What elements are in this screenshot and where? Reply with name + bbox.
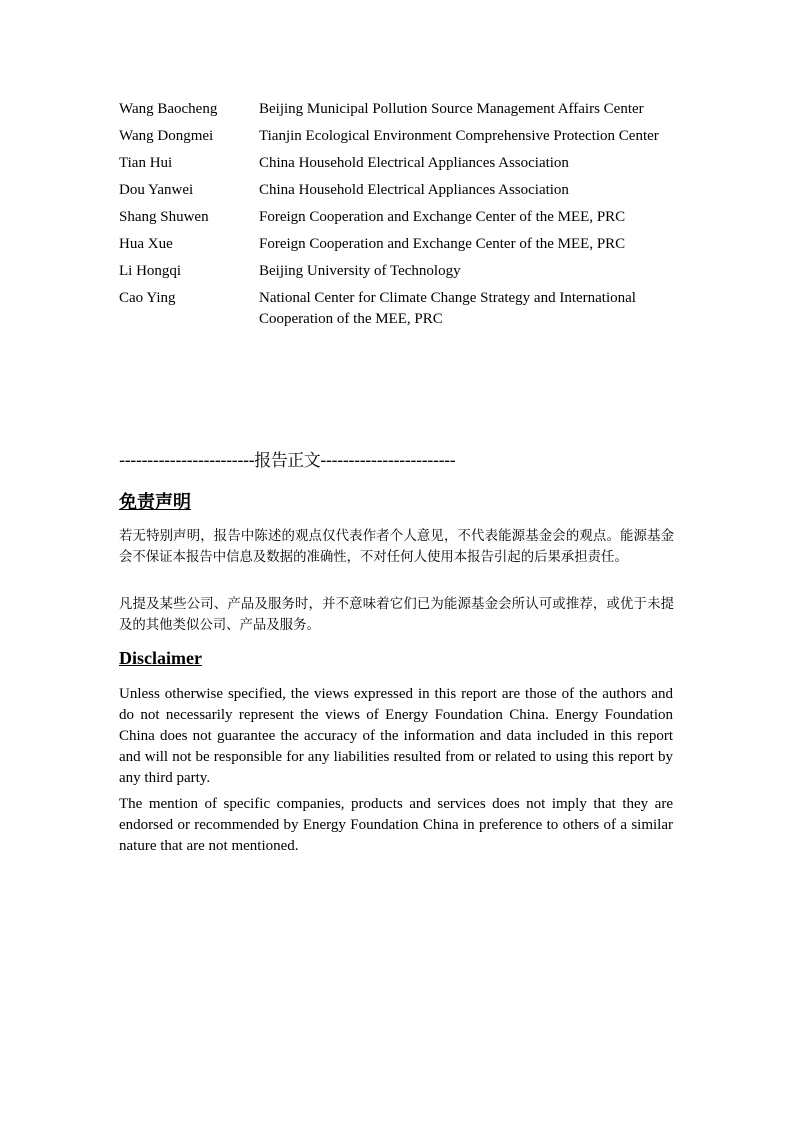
list-item: [119, 258, 679, 285]
list-item: [119, 123, 679, 150]
en-paragraph: The mention of specific companies, products and services does not imply that they are endorsed or recommended by Energy Foundation China in preference to others of a similar nature that are not mentioned.: [119, 796, 673, 854]
contributor-name: Wang Baocheng: [119, 101, 218, 117]
list-item: [119, 231, 679, 258]
cn-disclaimer-heading: 免责声明: [119, 492, 191, 513]
list-item: [119, 150, 679, 177]
contributor-list: [119, 96, 679, 333]
cn-paragraph: 若无特别声明，报告中陈述的观点仅代表作者个人意见，不代表能源基金会的观点。能源基金会不保证本报告中信息及数据的准确性，不对任何人使用本报告引起的后果承担责任。: [119, 529, 674, 565]
contributor-name: Cao Ying: [119, 290, 176, 306]
list-item: [119, 177, 679, 204]
contributor-org: Beijing Municipal Pollution Source Management Affairs Center: [259, 101, 644, 117]
contributor-name: Dou Yanwei: [119, 182, 194, 198]
contributor-org: Tianjin Ecological Environment Comprehensive Protection Center: [259, 128, 659, 144]
contributor-org: Foreign Cooperation and Exchange Center of the MEE, PRC: [259, 209, 626, 225]
contributor-name: Tian Hui: [119, 155, 173, 171]
contributor-name: Li Hongqi: [119, 263, 182, 279]
list-item: [119, 204, 679, 231]
contributor-org: China Household Electrical Appliances Association: [259, 155, 569, 171]
contributor-org: China Household Electrical Appliances Association: [259, 182, 569, 198]
contributor-name: Hua Xue: [119, 236, 173, 252]
en-paragraph: Unless otherwise specified, the views expressed in this report are those of the authors and do not necessarily represent the views of Energy Foundation China. Energy Foundation China does not guarantee the accuracy of the information and data included in this report and will not be responsible for any liabilities resulted from or related to using this report by any third party.: [119, 686, 673, 786]
en-disclaimer-heading: Disclaimer: [119, 648, 202, 668]
contributor-org: National Center for Climate Change Strategy and International Cooperation of the MEE, PRC: [259, 290, 636, 327]
cn-paragraph: 凡提及某些公司、产品及服务时，并不意味着它们已为能源基金会所认可或推荐，或优于未提及的其他类似公司、产品及服务。: [119, 597, 674, 633]
contributor-name: Wang Dongmei: [119, 128, 214, 144]
contributor-org: Beijing University of Technology: [259, 263, 461, 279]
list-item: [119, 96, 679, 123]
contributor-name: Shang Shuwen: [119, 209, 209, 225]
contributor-org: Foreign Cooperation and Exchange Center of the MEE, PRC: [259, 236, 626, 252]
list-item: [119, 285, 679, 333]
section-divider: ------------------------报告正文------------------------: [119, 451, 456, 471]
